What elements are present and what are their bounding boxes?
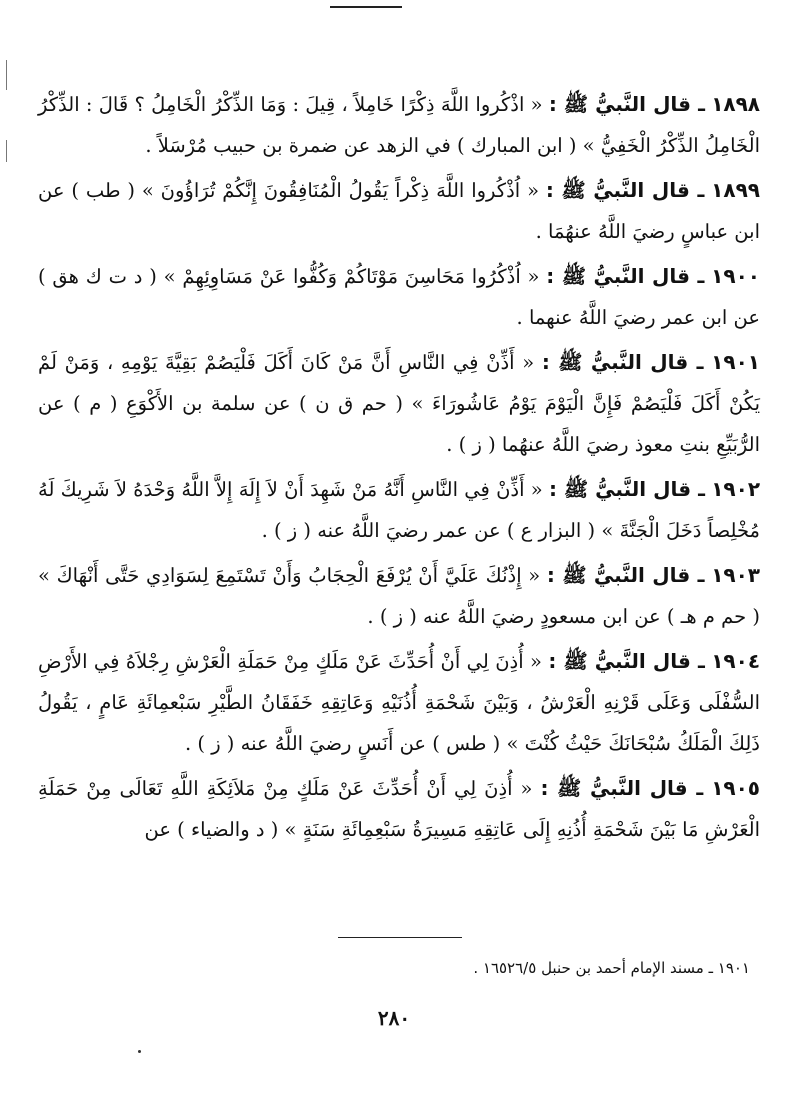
hadith-source: ( حم م هـ ) عن ابن مسعودٍ رضيَ اللَّهُ عنه ( ز ) .: [367, 605, 760, 628]
hadith-number: ١٩٠٥: [711, 776, 761, 800]
hadith-source: ( د ت ك هق ) عن ابن عمر رضيَ اللَّهُ عنهما .: [38, 265, 760, 329]
hadith-entry: [38, 555, 760, 637]
hadith-number: ١٩٠٠: [711, 264, 760, 288]
hadith-text: « أَذِّنْ فِي النَّاسِ أَنَّ مَنْ كَانَ أَكَلَ فَلْيَصُمْ بَقِيَّةَ يَوْمِهِ ، وَمَنْ لَمْ يَكُنْ أَكَلَ فَلْيَصُمْ فَإِنَّ الْيَوْمَ يَوْمُ عَاشُورَاءَ »: [38, 351, 760, 415]
hadith-source: ( البزار ع ) عن عمر رضيَ اللَّهُ عنه ( ز ) .: [261, 519, 596, 542]
hadith-lead: ـ قال النَّبيُّ ﷺ :: [546, 563, 705, 587]
hadith-lead: ـ قال النَّبيُّ ﷺ :: [545, 178, 705, 202]
hadith-text: « اذْكُروا اللَّهَ ذِكْرًا خَامِلاً ، قِيلَ : وَمَا الذِّكْرُ الْخَامِلُ ؟ قَالَ : الذِّكْرُ الْخَامِلُ الذِّكْرُ الْخَفِيُّ »: [38, 93, 760, 157]
hadith-source: ( د والضياء ) عن: [144, 818, 279, 841]
margin-mark: [6, 60, 7, 90]
hadith-lead: ـ قال النَّبيُّ ﷺ :: [548, 477, 705, 501]
hadith-number: ١٩٠٤: [711, 649, 761, 673]
hadith-entry: [38, 768, 760, 850]
hadith-lead: ـ قال النَّبيُّ ﷺ :: [540, 776, 704, 800]
hadith-source: ( ابن المبارك ) في الزهد عن ضمرة بن حبيب مُرْسَلاً .: [145, 134, 577, 157]
hadith-source: ( طب ) عن ابن عباسٍ رضيَ اللَّهُ عنهُمَا .: [38, 179, 760, 243]
hadith-text: « أَذِّنْ فِي النَّاسِ أَنَّهُ مَنْ شَهِدَ أَنْ لاَ إِلَهَ إِلاَّ اللَّهُ وَحْدَهُ لاَ شَرِيكَ لَهُ مُخْلِصاً دَخَلَ الْجَنَّةَ »: [38, 478, 760, 542]
hadith-entry: [38, 469, 760, 551]
hadith-source: ( حم ق ن ) عن سلمة بن الأَكْوَعِ ( م ) عن الرُّبَيِّعِ بنتِ معوذ رضيَ اللَّهُ عنهُما ( ز ) .: [38, 392, 760, 456]
hadith-number: ١٩٠٢: [711, 477, 761, 501]
footnote-rule: [338, 937, 462, 938]
hadith-lead: ـ قال النَّبيُّ ﷺ :: [548, 649, 705, 673]
hadith-text: « اُذْكُروا اللَّهَ ذِكْراً يَقُولُ الْمُنَافِقُونَ إِنَّكُمْ تُرَاؤُونَ »: [141, 179, 539, 202]
hadith-number: ١٩٠٣: [711, 563, 761, 587]
hadith-number: ١٨٩٩: [711, 178, 760, 202]
hadith-text: « إِذْنُكَ عَلَيَّ أَنْ يُرْفَعَ الْحِجَابُ وَأَنْ تَسْتَمِعَ لِسَوَادِي حَتَّى أَنْهَاكَ »: [38, 564, 541, 587]
hadith-entry: [38, 342, 760, 465]
hadith-list: [38, 84, 760, 854]
hadith-number: ١٩٠١: [711, 350, 760, 374]
margin-mark: [6, 140, 7, 162]
hadith-number: ١٨٩٨: [711, 92, 761, 116]
hadith-entry: [38, 84, 760, 166]
hadith-lead: ـ قال النَّبيُّ ﷺ :: [548, 92, 705, 116]
hadith-lead: ـ قال النَّبيُّ ﷺ :: [541, 350, 704, 374]
footnote: ١٩٠١ ـ مسند الإمام أحمد بن حنبل ١٦٥٢٦/٥ .: [473, 959, 750, 977]
scan-speck: [138, 1050, 141, 1053]
hadith-text: « اُذْكُرُوا مَحَاسِنَ مَوْتَاكُمْ وَكُفُّوا عَنْ مَسَاوِئِهِمْ »: [163, 265, 540, 288]
header-rule: [330, 6, 402, 8]
hadith-entry: [38, 641, 760, 764]
hadith-lead: ـ قال النَّبيُّ ﷺ :: [546, 264, 705, 288]
hadith-source: ( طس ) عن أَنَسٍ رضيَ اللَّهُ عنه ( ز ) .: [184, 732, 501, 755]
hadith-entry: [38, 170, 760, 252]
hadith-entry: [38, 256, 760, 338]
page-number: ٢٨٠: [377, 1006, 411, 1030]
hadith-text: « أُذِنَ لِي أَنْ أُحَدِّثَ عَنْ مَلَكٍ مِنْ حَمَلَةِ الْعَرْشِ رِجْلاَهُ فِي الأَرْضِ السُّفْلَى وَعَلَى قَرْنِهِ الْعَرْشُ ، وَبَيْنَ شَحْمَةِ أُذُنَيْهِ وَعَاتِقِهِ خَفَقَانُ الطَّيْرِ سَبْعمِائَةِ عَامٍ ، يَقُولُ ذَلِكَ الْمَلَكُ سُبْحَانَكَ حَيْثُ كُنْتَ »: [38, 650, 760, 755]
hadith-text: « أُذِنَ لِي أَنْ أُحَدِّثَ عَنْ مَلَكٍ مِنْ مَلاَئِكَةِ اللَّهِ تَعَالَى مِنْ حَمَلَةِ الْعَرْشِ مَا بَيْنَ شَحْمَةِ أُذُنِهِ إِلَى عَاتِقِهِ مَسِيرَةُ سَبْعِمِائَةِ سَنَةٍ »: [38, 777, 760, 841]
